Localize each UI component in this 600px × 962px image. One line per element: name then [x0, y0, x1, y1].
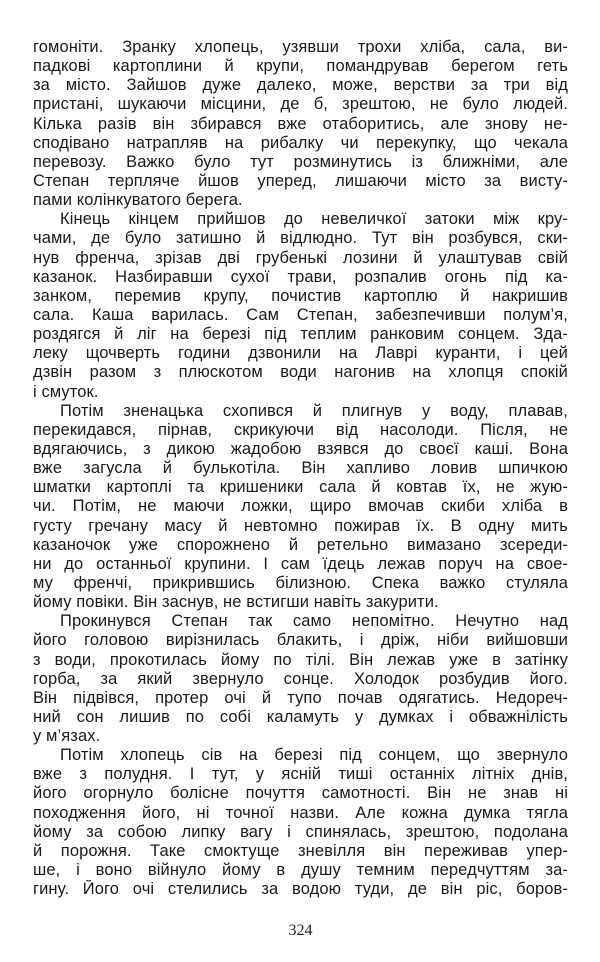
text-line: його головою вирізнилась блакить, і дріж, ніби вийшовши: [33, 631, 568, 650]
text-line: Кілька разів він збирався вже отаборитись, але знову не-: [33, 114, 568, 133]
text-line: му френчі, прикрившись білизною. Спека важко стуляла: [33, 573, 568, 592]
text-line: шматки картоплі та кришеники сала й ковтав їх, не жую-: [33, 478, 568, 497]
text-line: Потім зненацька схопився й плигнув у воду, плавав,: [60, 401, 568, 420]
text-line: нув френча, зрізав дві грубенькі лозини й улаштував свій: [33, 248, 568, 267]
text-line: роздягся й ліг на березі під теплим ранковим сонцем. Зда-: [33, 325, 568, 344]
text-line: гину. Його очі стелились за водою туди, де він ріс, боров-: [33, 880, 568, 899]
text-line: перевозу. Важко було тут розминутись із ближніми, але: [33, 152, 568, 171]
text-line: вже загусла й булькотіла. Він хапливо ловив шпичкою: [33, 459, 568, 478]
text-line: ше, і воно війнуло йому в душу темним передчуттям за-: [33, 861, 568, 880]
text-line: ний сон лишив по собі каламуть у думках і обважнілість: [33, 707, 568, 726]
paragraph: [33, 402, 568, 613]
paragraph: [33, 612, 568, 746]
text-line: пами колінкуватого берега.: [33, 191, 243, 210]
text-line: його огорнуло болісне почуття самотності. Він не знав ні: [33, 784, 568, 803]
text-line: йому за собою липку вагу і спинялась, зрештою, подолана: [33, 822, 568, 841]
text-line: сподівано натрапляв на рибалку чи перекупку, що чекала: [33, 133, 568, 152]
text-line: Кінець кінцем прийшов до невеличкої затоки між кру-: [60, 210, 568, 229]
text-line: Прокинувся Степан так само непомітно. Нечутно над: [60, 612, 568, 631]
text-line: йому повіки. Він заснув, не встигши навіть закурити.: [33, 593, 439, 612]
text-line: горба, за який звернуло сонце. Холодок розбудив його.: [33, 669, 568, 688]
text-line: за місто. Зайшов дуже далеко, може, верстви за три від: [33, 76, 568, 95]
paragraph: [33, 210, 568, 401]
text-line: й порожня. Таке смоктуще зневілля він переживав упер-: [33, 841, 568, 860]
text-line: густу гречану масу й невтомно пожирав їх. В одну мить: [33, 516, 568, 535]
text-line: чи. Потім, не маючи ложки, щиро вмочав скиби хліба в: [33, 497, 568, 516]
text-line: перекидався, пірнав, скрикуючи від насолоди. Після, не: [33, 420, 568, 439]
book-page-text: [33, 38, 568, 899]
text-line: казанок. Назбиравши сухої трави, розпалив огонь під ка-: [33, 267, 568, 286]
text-line: казаночок уже спорожнено й ретельно вимазано зсереди-: [33, 535, 568, 554]
text-line: Степан терпляче йшов уперед, лишаючи місто за висту-: [33, 171, 568, 190]
text-line: падкові картоплини й крупи, помандрував берегом геть: [33, 57, 568, 76]
text-line: походження його, ні точної назви. Але кожна думка тягла: [33, 803, 568, 822]
text-line: дзвін разом з плюскотом води нагонив на хлопця спокій: [33, 363, 568, 382]
text-line: занком, перемив крупу, почистив картоплю й накришив: [33, 286, 568, 305]
text-line: сала. Каша варилась. Сам Степан, забезпечивши полум’я,: [33, 305, 568, 324]
text-line: вже з полудня. І тут, у ясній тиші останніх літніх днів,: [33, 765, 568, 784]
text-line: у м’язах.: [33, 727, 101, 746]
text-line: з води, прокотилась йому по тілі. Він лежав уже в затінку: [33, 650, 568, 669]
text-line: леку щочверть години дзвонили на Лаврі куранти, і цей: [33, 344, 568, 363]
text-line: пристані, шукаючи місцини, де б, зрештою, не було людей.: [33, 95, 568, 114]
paragraph: [33, 38, 568, 210]
text-line: Потім хлопець сів на березі під сонцем, що звернуло: [60, 746, 568, 765]
text-line: чами, де було затишно й відлюдно. Тут він розбувся, ски-: [33, 229, 568, 248]
text-line: гомоніти. Зранку хлопець, узявши трохи хліба, сала, ви-: [33, 38, 568, 56]
text-line: вдягаючись, з дикою жадобою взявся до своєї каші. Вона: [33, 439, 568, 458]
page-number: 324: [288, 922, 313, 939]
text-line: Він підвівся, протер очі й тупо почав одягатись. Недореч-: [33, 688, 568, 707]
text-line: ни до останньої крупини. І сам їдець лежав поруч на свое-: [33, 554, 568, 573]
text-line: і смуток.: [33, 382, 99, 401]
paragraph: [33, 746, 568, 899]
